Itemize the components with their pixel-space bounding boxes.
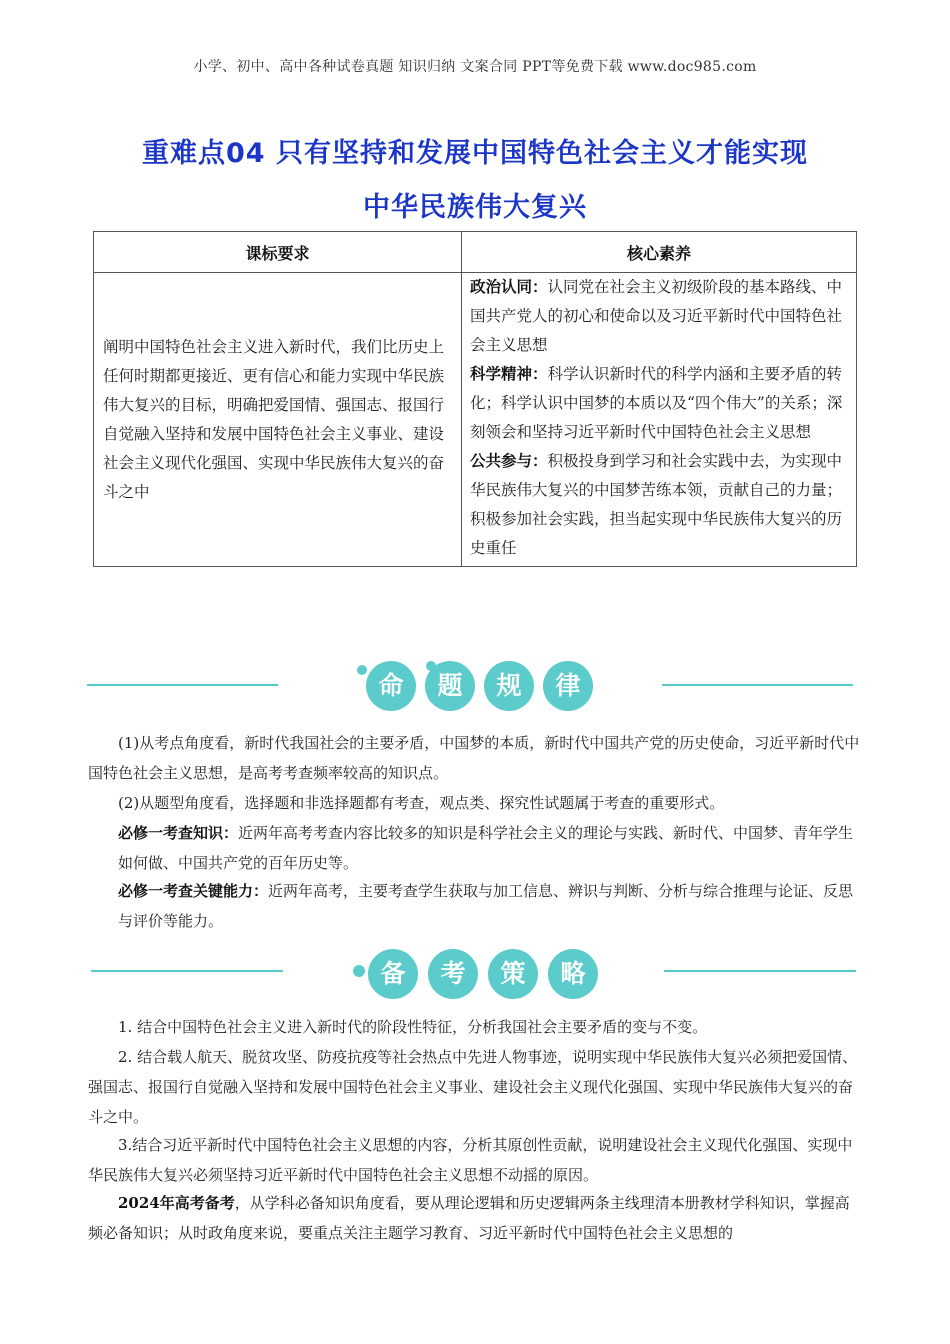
competency-cell [462,273,857,567]
competency-item [470,273,848,360]
paragraph-label: 2024年高考备考 [118,1194,235,1212]
banner-char: 题 [425,661,475,711]
competency-label: 政治认同： [470,278,548,296]
strategy-paragraph-2: 2. 结合载人航天、脱贫攻坚、防疫抗疫等社会热点中先进人物事迹，说明实现中华民族伟大复兴必须把爱国情、强国志、报国行自觉融入坚持和发展中国特色社会主义事业、建设社会主义现代化强国、实现中华民族伟大复兴的奋斗之中。 [88,1048,858,1126]
requirements-table [93,231,857,567]
banner-char: 规 [484,661,534,711]
curriculum-requirement-cell: 阐明中国特色社会主义进入新时代，我们比历史上任何时期都更接近、更有信心和能力实现中华民族伟大复兴的目标，明确把爱国情、强国志、报国行自觉融入坚持和发展中国特色社会主义事业、建设社会主义现代化强国、实现中华民族伟大复兴的奋斗之中 [94,273,462,567]
banner-divider-left [87,684,278,686]
competency-item [470,360,848,447]
section-banner-preparation-strategy [0,942,950,1002]
banner-char: 考 [428,949,478,999]
col-header-curriculum: 课标要求 [94,232,462,273]
banner-char: 备 [368,949,418,999]
banner-divider-left [91,970,283,972]
paragraph-label: 必修一考查关键能力： [118,882,269,900]
banner-dot [357,665,367,675]
table-row [94,273,857,567]
competency-label: 公共参与： [470,452,548,470]
page-title-line1: 重难点04 只有坚持和发展中国特色社会主义才能实现 [142,138,808,169]
paragraph-label: 必修一考查知识： [118,824,239,842]
competency-text: 认同党在社会主义初级阶段的基本路线、中国共产党人的初心和使命以及习近平新时代中国特色社会主义思想 [470,278,843,354]
pattern-paragraph-2: (2)从题型角度看，选择题和非选择题都有考查，观点类、探究性试题属于考查的重要形式。 [118,794,725,812]
strategy-paragraph-1: 1. 结合中国特色社会主义进入新时代的阶段性特征，分析我国社会主要矛盾的变与不变。 [118,1018,708,1036]
table-header-row [94,232,857,273]
strategy-paragraph-4 [88,1188,863,1248]
pattern-paragraph-3 [88,818,863,878]
competency-item [470,447,848,563]
pattern-paragraph-1: (1)从考点角度看，新时代我国社会的主要矛盾，中国梦的本质，新时代中国共产党的历史使命，习近平新时代中国特色社会主义思想，是高考考查频率较高的知识点。 [88,734,860,782]
banner-char: 略 [548,949,598,999]
paragraph-text: 近两年高考考查内容比较多的知识是科学社会主义的理论与实践、新时代、中国梦、青年学生如何做、中国共产党的百年历史等。 [118,824,854,872]
competency-label: 科学精神： [470,365,548,383]
section-banner-exam-pattern [0,655,950,715]
col-header-competency: 核心素养 [462,232,857,273]
competency-text: 积极投身到学习和社会实践中去，为实现中华民族伟大复兴的中国梦苦练本领，贡献自己的力量；积极参加社会实践，担当起实现中华民族伟大复兴的历史重任 [470,452,843,557]
banner-divider-right [662,684,853,686]
banner-char: 律 [543,661,593,711]
page-title-line2: 中华民族伟大复兴 [363,192,587,223]
banner-divider-right [664,970,856,972]
banner-dot [353,965,365,977]
paragraph-text: ，从学科必备知识角度看，要从理论逻辑和历史逻辑两条主线理清本册教材学科知识，掌握高频必备知识；从时政角度来说，要重点关注主题学习教育、习近平新时代中国特色社会主义思想的 [88,1194,850,1242]
competency-text: 科学认识新时代的科学内涵和主要矛盾的转化；科学认识中国梦的本质以及“四个伟大”的关系；深刻领会和坚持习近平新时代中国特色社会主义思想 [470,365,843,441]
site-header: 小学、初中、高中各种试卷真题 知识归纳 文案合同 PPT等免费下载 www.doc985.com [193,59,757,75]
paragraph-text: 近两年高考，主要考查学生获取与加工信息、辨识与判断、分析与综合推理与论证、反思与评价等能力。 [118,882,854,930]
banner-char: 策 [488,949,538,999]
pattern-paragraph-4 [88,876,863,936]
strategy-paragraph-3: 3.结合习近平新时代中国特色社会主义思想的内容，分析其原创性贡献，说明建设社会主义现代化强国、实现中华民族伟大复兴必须坚持习近平新时代中国特色社会主义思想不动摇的原因。 [88,1136,853,1184]
banner-char: 命 [366,661,416,711]
